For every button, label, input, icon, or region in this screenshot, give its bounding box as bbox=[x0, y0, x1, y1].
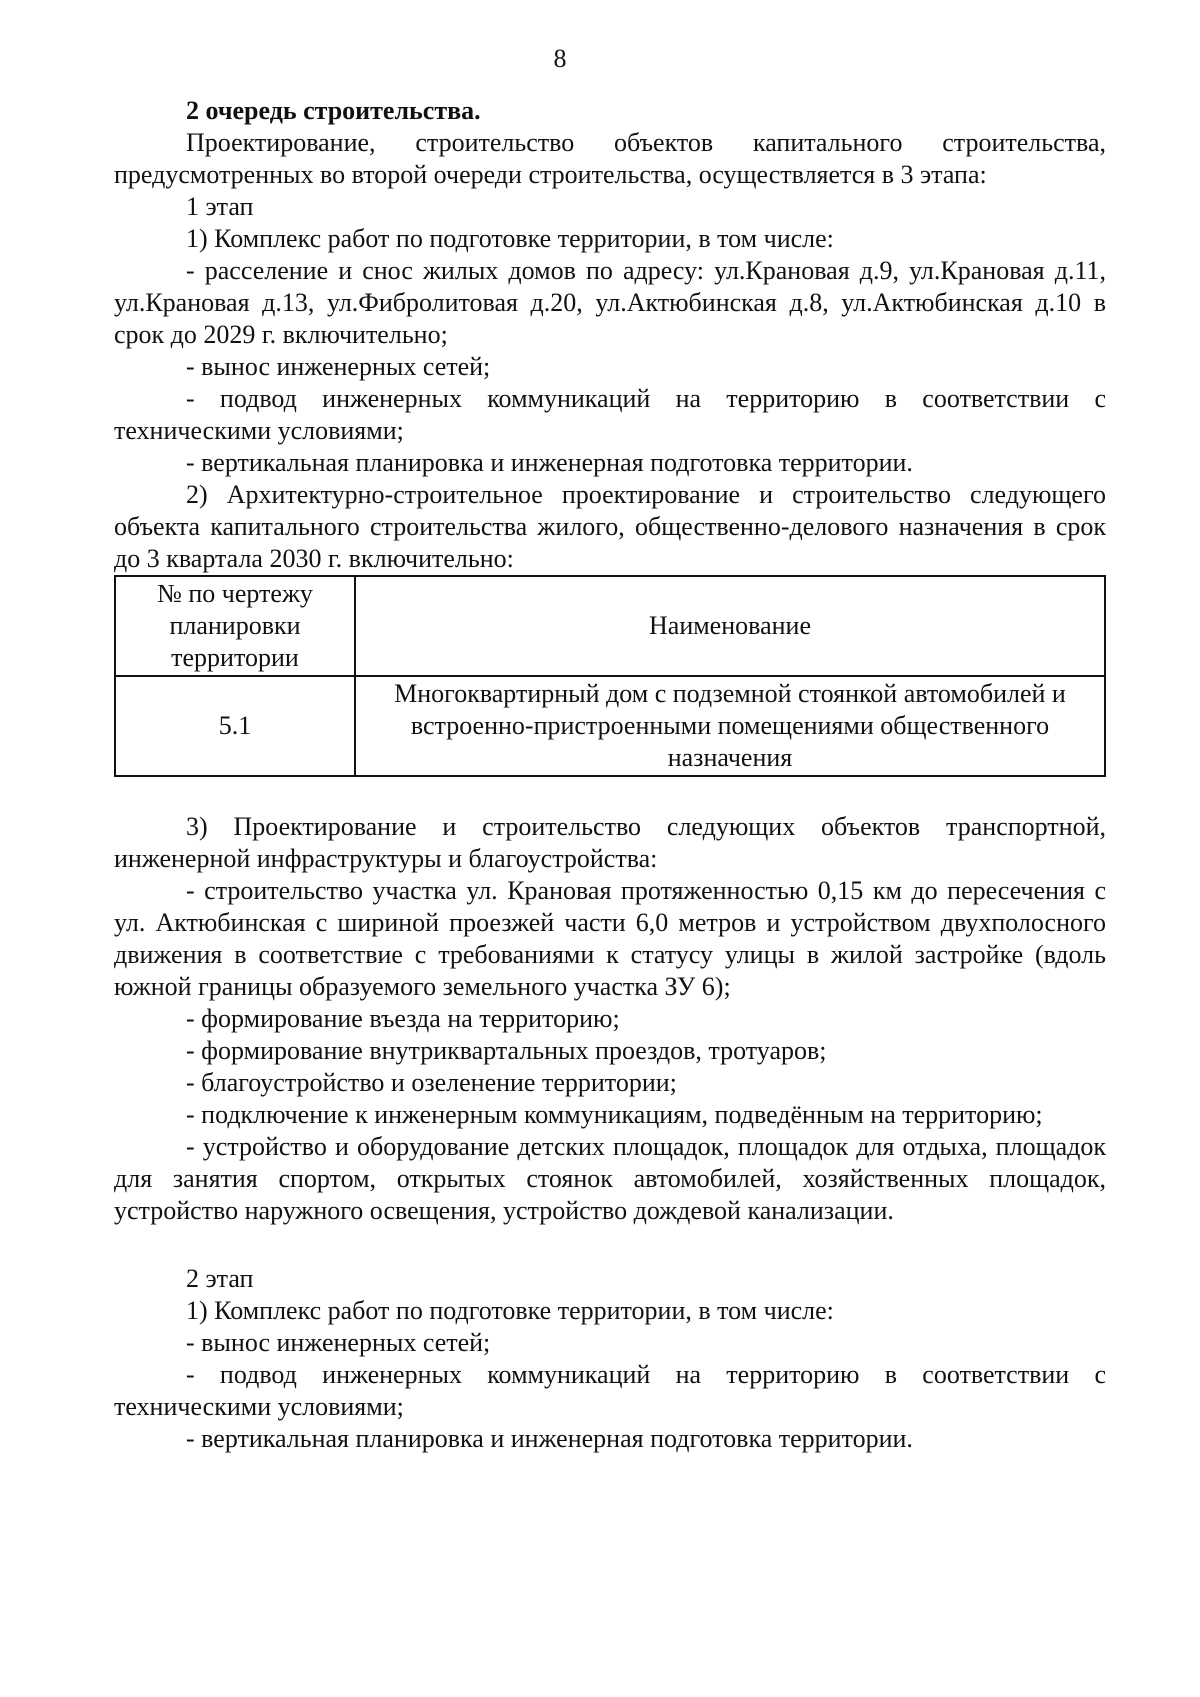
table-cell: 5.1 bbox=[115, 676, 355, 776]
stage1-item1-bullet: - вертикальная планировка и инженерная подготовка территории. bbox=[186, 448, 913, 477]
stage1-item1-bullet: - расселение и снос жилых домов по адресу: ул.Крановая д.9, ул.Крановая д.11, ул.Крановая д.13, ул.Фибролитовая д.20, ул.Актюбинская д.8, ул.Актюбинская д.10 в срок до 2029 г. включительно; bbox=[114, 256, 1106, 349]
intro-paragraph: Проектирование, строительство объектов капитального строительства, предусмотренных во второй очереди строительства, осуществляется в 3 этапа: bbox=[114, 128, 1106, 189]
stage1-item1-bullet: - вынос инженерных сетей; bbox=[186, 352, 491, 381]
page-number: 8 bbox=[553, 44, 567, 73]
stage2-item1-bullet: - вынос инженерных сетей; bbox=[186, 1328, 491, 1357]
stage2-item1-bullet: - подвод инженерных коммуникаций на территорию в соответствии с техническими условиями; bbox=[114, 1360, 1106, 1421]
stage2-item1-bullet: - вертикальная планировка и инженерная подготовка территории. bbox=[186, 1424, 913, 1453]
stage1-item3-bullet: - подключение к инженерным коммуникациям, подведённым на территорию; bbox=[186, 1100, 1043, 1129]
table-header-cell: Наименование bbox=[355, 576, 1105, 676]
stage1-item3-bullet: - формирование въезда на территорию; bbox=[186, 1004, 620, 1033]
stage1-item3-bullet: - формирование внутриквартальных проездов, тротуаров; bbox=[186, 1036, 827, 1065]
stage1-item3-bullet: - благоустройство и озеленение территории; bbox=[186, 1068, 677, 1097]
stage2-title: 2 этап bbox=[186, 1264, 254, 1293]
objects-table bbox=[114, 575, 1106, 777]
table-cell: Многоквартирный дом с подземной стоянкой автомобилей и встроенно-пристроенными помещениями общественного назначения bbox=[355, 676, 1105, 776]
table-header-cell: № по чертежу планировки территории bbox=[115, 576, 355, 676]
stage1-item3-title: 3) Проектирование и строительство следующих объектов транспортной, инженерной инфраструктуры и благоустройства: bbox=[114, 812, 1106, 873]
stage1-item1-title: 1) Комплекс работ по подготовке территории, в том числе: bbox=[186, 224, 834, 253]
table-header-row bbox=[115, 576, 1105, 676]
stage1-title: 1 этап bbox=[186, 192, 254, 221]
section-heading: 2 очередь строительства. bbox=[186, 96, 481, 125]
stage1-item2: 2) Архитектурно-строительное проектирование и строительство следующего объекта капитального строительства жилого, общественно-делового назначения в срок до 3 квартала 2030 г. включительно: bbox=[114, 480, 1106, 573]
table-row bbox=[115, 676, 1105, 776]
stage1-item3-bullet: - устройство и оборудование детских площадок, площадок для отдыха, площадок для занятия спортом, открытых стоянок автомобилей, хозяйственных площадок, устройство наружного освещения, устройство дождевой канализации. bbox=[114, 1132, 1106, 1225]
stage2-item1-title: 1) Комплекс работ по подготовке территории, в том числе: bbox=[186, 1296, 834, 1325]
stage1-item3-bullet: - строительство участка ул. Крановая протяженностью 0,15 км до пересечения с ул. Актюбинская с шириной проезжей части 6,0 метров и устройством двухполосного движения в соответствие с требованиями к статусу улицы в жилой застройке (вдоль южной границы образуемого земельного участка ЗУ 6); bbox=[114, 876, 1106, 1001]
document-body bbox=[114, 95, 1106, 1455]
stage1-item1-bullet: - подвод инженерных коммуникаций на территорию в соответствии с техническими условиями; bbox=[114, 384, 1106, 445]
